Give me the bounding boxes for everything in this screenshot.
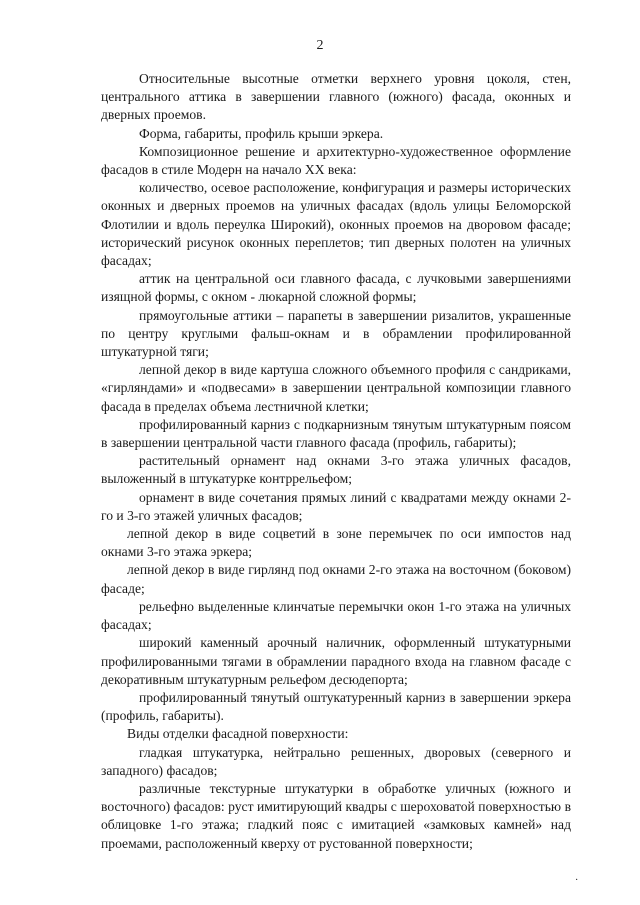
paragraph-roof-shape: Форма, габариты, профиль крыши эркера. xyxy=(139,125,384,141)
page-number: 2 xyxy=(316,38,324,53)
paragraph-central-attic: аттик на центральной оси главного фасада, с лучковыми завершениями изящной формы, с окном - люкарной сложной формы; xyxy=(101,271,571,305)
paragraph-textured-plaster: различные текстурные штукатурки в обработке уличных (южного и восточного) фасадов: руст имитирующий квадры с шероховатой поверхностью в облицовке 1-го этажа; гладкий пояс с имитацией «замковых камней» над проемами, расположенный кверху от рустованной поверхности; xyxy=(101,780,571,851)
paragraph-arched-surround: широкий каменный арочный наличник, оформленный штукатурными профилированными тягами в обрамлении парадного входа на главном фасаде с декоративным штукатурным рельефом десюдепорта; xyxy=(101,635,571,687)
paragraph-finish-heading: Виды отделки фасадной поверхности: xyxy=(127,726,349,742)
scan-mark: · xyxy=(575,875,579,886)
paragraph-inflorescence-decor: лепной декор в виде соцветий в зоне перемычек по оси импостов над окнами 3-го этажа эркера; xyxy=(101,526,571,560)
document-body xyxy=(101,70,571,853)
paragraph-composition-heading: Композиционное решение и архитектурно-художественное оформление фасадов в стиле Модерн на начало XX века: xyxy=(101,143,571,178)
paragraph-floral-ornament: растительный орнамент над окнами 3-го этажа уличных фасадов, выложенный в штукатурке контррельефом; xyxy=(101,453,571,487)
paragraph-elevation-marks: Относительные высотные отметки верхнего уровня цоколя, стен, центрального аттика в завершении главного (южного) фасада, оконных и дверных проемов. xyxy=(101,71,571,123)
paragraph-line-ornament: орнамент в виде сочетания прямых линий с квадратами между окнами 2-го и 3-го этажей уличных фасадов; xyxy=(101,489,571,523)
paragraph-garland-decor: лепной декор в виде гирлянд под окнами 2-го этажа на восточном (боковом) фасаде; xyxy=(101,562,571,596)
paragraph-rectangular-attics: прямоугольные аттики – парапеты в завершении ризалитов, украшенные по центру круглыми фальш-окнам и в обрамлении профилированной штукатурной тяги; xyxy=(101,307,571,360)
paragraph-bay-cornice: профилированный тянутый оштукатуренный карниз в завершении эркера (профиль, габариты). xyxy=(101,689,571,724)
paragraph-openings: количество, осевое расположение, конфигурация и размеры исторических оконных и дверных проемов на уличных фасадах (вдоль улицы Беломорской Флотилии и вдоль переулка Широкий), оконных проемов на дворовом фасаде; исторический рисунок оконных переплетов; тип дверных полотен на уличных фасадах; xyxy=(101,180,571,269)
paragraph-cornice: профилированный карниз с подкарнизным тянутым штукатурным поясом в завершении центральной части главного фасада (профиль, габариты); xyxy=(101,416,571,451)
paragraph-smooth-plaster: гладкая штукатурка, нейтрально решенных, дворовых (северного и западного) фасадов; xyxy=(101,744,571,778)
paragraph-cartouche-decor: лепной декор в виде картуша сложного объемного профиля с сандриками, «гирляндами» и «подвесами» в завершении центральной композиции главного фасада в пределах объема лестничной клетки; xyxy=(101,362,571,414)
paragraph-wedge-lintels: рельефно выделенные клинчатые перемычки окон 1-го этажа на уличных фасадах; xyxy=(101,598,571,633)
